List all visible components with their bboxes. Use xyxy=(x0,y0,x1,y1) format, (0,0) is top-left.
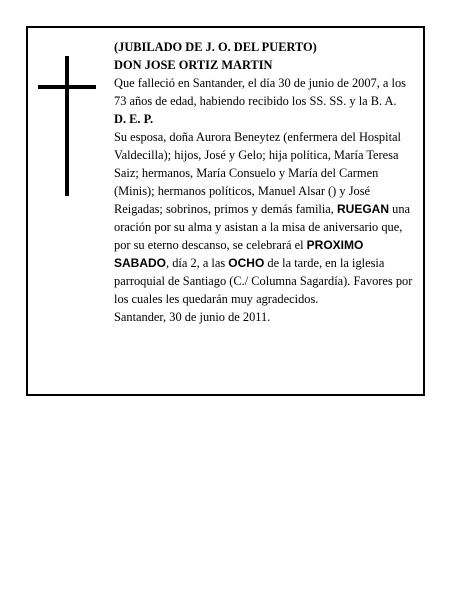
request-text-3: de la tarde, en la iglesia parroquial de Santiago (C./ Columna Sagardía). Favores por los cuales les quedarán muy agradecidos. xyxy=(114,256,413,306)
request-text-1: una oración por su alma y asistan a la misa de aniversario que, por su eterno descanso, se celebrará el xyxy=(114,202,411,252)
request-word: RUEGAN xyxy=(337,202,390,216)
hour-word: OCHO xyxy=(228,256,265,270)
family-paragraph xyxy=(114,128,420,308)
cross-icon xyxy=(65,56,69,196)
affiliation-line: (JUBILADO DE J. O. DEL PUERTO) xyxy=(114,40,317,54)
day-word: PROXIMO SABADO xyxy=(114,238,364,270)
closing-line: Santander, 30 de junio de 2011. xyxy=(114,310,271,324)
deceased-name: DON JOSE ORTIZ MARTIN xyxy=(114,58,273,72)
obituary-notice-text xyxy=(114,38,420,326)
cross-icon-arm xyxy=(38,85,96,89)
family-text: Su esposa, doña Aurora Beneytez (enfermera del Hospital Valdecilla); hijos, José y Gelo; hija política, María Teresa Saiz; hermanos, María Consuelo y María del Carmen (Minis); hermanos políticos, Manuel Alsar () y José Reigadas; sobrinos, primos y demás familia, xyxy=(114,130,401,216)
dep-line: D. E. P. xyxy=(114,112,154,126)
death-details: Que falleció en Santander, el día 30 de junio de 2007, a los 73 años de edad, habiendo recibido los SS. SS. y la B. A. xyxy=(114,76,406,108)
request-text-2: , día 2, a las xyxy=(166,256,229,270)
